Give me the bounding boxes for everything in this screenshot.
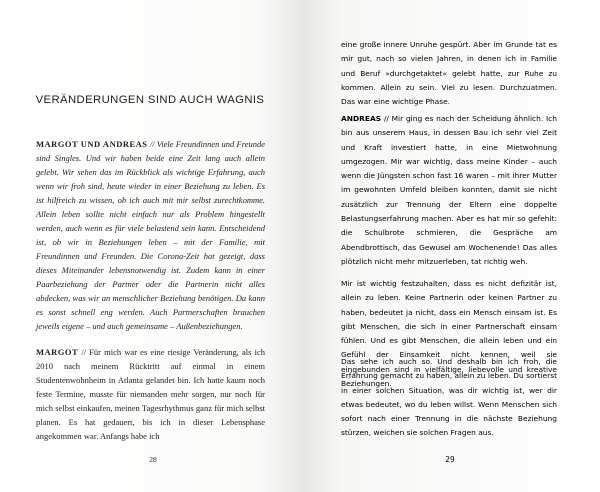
- paragraph-body: Das sehe ich auch so. Und deshalb bin ich froh, die Erfahrung gemacht zu haben, allein zu leben. Du sortierst in einer solchen Situation, was dir wichtig ist, wer dir etwas bedeutet, wo du leben willst. Wenn Menschen sich sofort nach einer Trennung in die nächste Beziehung stürzen, weichen sie solchen Fragen aus.: [341, 357, 557, 438]
- chapter-heading: VERÄNDERUNGEN SIND AUCH WAGNIS: [35, 94, 265, 106]
- paragraph-continued: eine große innere Unruhe gespürt. Aber im Grunde tat es mir gut, nach so vielen Jahren, in denen ich in Familie und Beruf »durchgetaktet« gelebt hatte, zur Ruhe zu kommen. Allein zu sein. Viel zu lesen. Durchzuatmen. Das war eine wichtige Phase.: [341, 40, 557, 107]
- paragraph-andreas: [341, 112, 557, 269]
- paragraph-text: // Viele Freundinnen und Freunde sind Singles. Und wir haben beide eine Zeit lang auch allein gelebt. Wir sehen das im Rückblick als wichtige Erfahrung, auch wenn wir froh sind, heute wieder in einer Beziehung zu leben. Es ist hilfreich zu wissen, ob ich auch mit mir selbst zurechtkomme. Allein leben sollte nicht einfach nur als Problem hingestellt werden, auch wenn es für viele belastend sein kann. Entscheidend ist, ob wir in Beziehungen leben – mit der Familie, mit Freundinnen und Freunden. Die Corona-Zeit hat gezeigt, dass dieses Miteinander lebensnotwendig ist. Zudem kann in einer Paarbeziehung der Partner oder die Partnerin nicht alles abdecken, was wir an menschlicher Beziehung benötigen. Da kann es sonst schnell eng werden. Auch Partnerschaften brauchen jeweils eigene – und auch gemeinsame – Außenbeziehungen.: [36, 139, 266, 331]
- speaker-label: ANDREAS: [341, 114, 382, 123]
- speaker-label: MARGOT UND ANDREAS: [36, 139, 148, 149]
- paragraph-text: // Für mich war es eine riesige Veränderung, als ich 2010 nach meinem Rücktritt auf einmal in einem Studentenwohnheim in Atlanta gelandet bin. Ich hatte kaum noch feste Termine, musste für niemanden mehr sorgen, nur noch für mich selbst einkaufen, meinen Tagesrhythmus ganz für mich selbst planen. Es hat gedauert, bis ich in dieser Lebensphase angekommen war. Anfangs habe ich: [36, 347, 265, 441]
- paragraph-margot: [36, 345, 265, 443]
- paragraph-margot-und-andreas: [36, 137, 265, 333]
- page-number: 29: [445, 455, 455, 464]
- page-number: 28: [149, 455, 157, 464]
- paragraph-body: Mir ist wichtig festzuhalten, dass es nicht defizitär ist, allein zu leben. Keine Partnerin oder keinen Partner zu haben, bedeutet ja nicht, dass ein Mensch einsam ist. Es gibt Menschen, die sich in einer Partnerschaft einsam fühlen. Und es gibt Menschen, die allein leben und ein Gefühl der Einsamkeit nicht kennen, weil sie eingebunden sind in vielfältige, liebevolle und kreative Beziehungen.: [341, 279, 557, 389]
- speaker-label: MARGOT: [36, 347, 79, 357]
- paragraph-text: // Mir ging es nach der Scheidung ähnlich. Ich bin aus unserem Haus, in dessen Bau ich sehr viel Zeit und Kraft investiert hatte, in eine Mietwohnung umgezogen. Mir war wichtig, dass meine Kinder – auch wenn die Jüngsten schon fast 16 waren – mit ihrer Mutter im gewohnten Umfeld bleiben konnten, damit sie nicht zusätzlich zur Trennung der Eltern eine doppelte Belastungserfahrung machen. Aber es hat mir so gefehlt: die Schulbrote schmieren, die Gespräche am Abendbrottisch, das Gewusel am Wochenende! Das alles plötzlich nicht mehr mitzuerleben, tat richtig weh.: [341, 114, 557, 266]
